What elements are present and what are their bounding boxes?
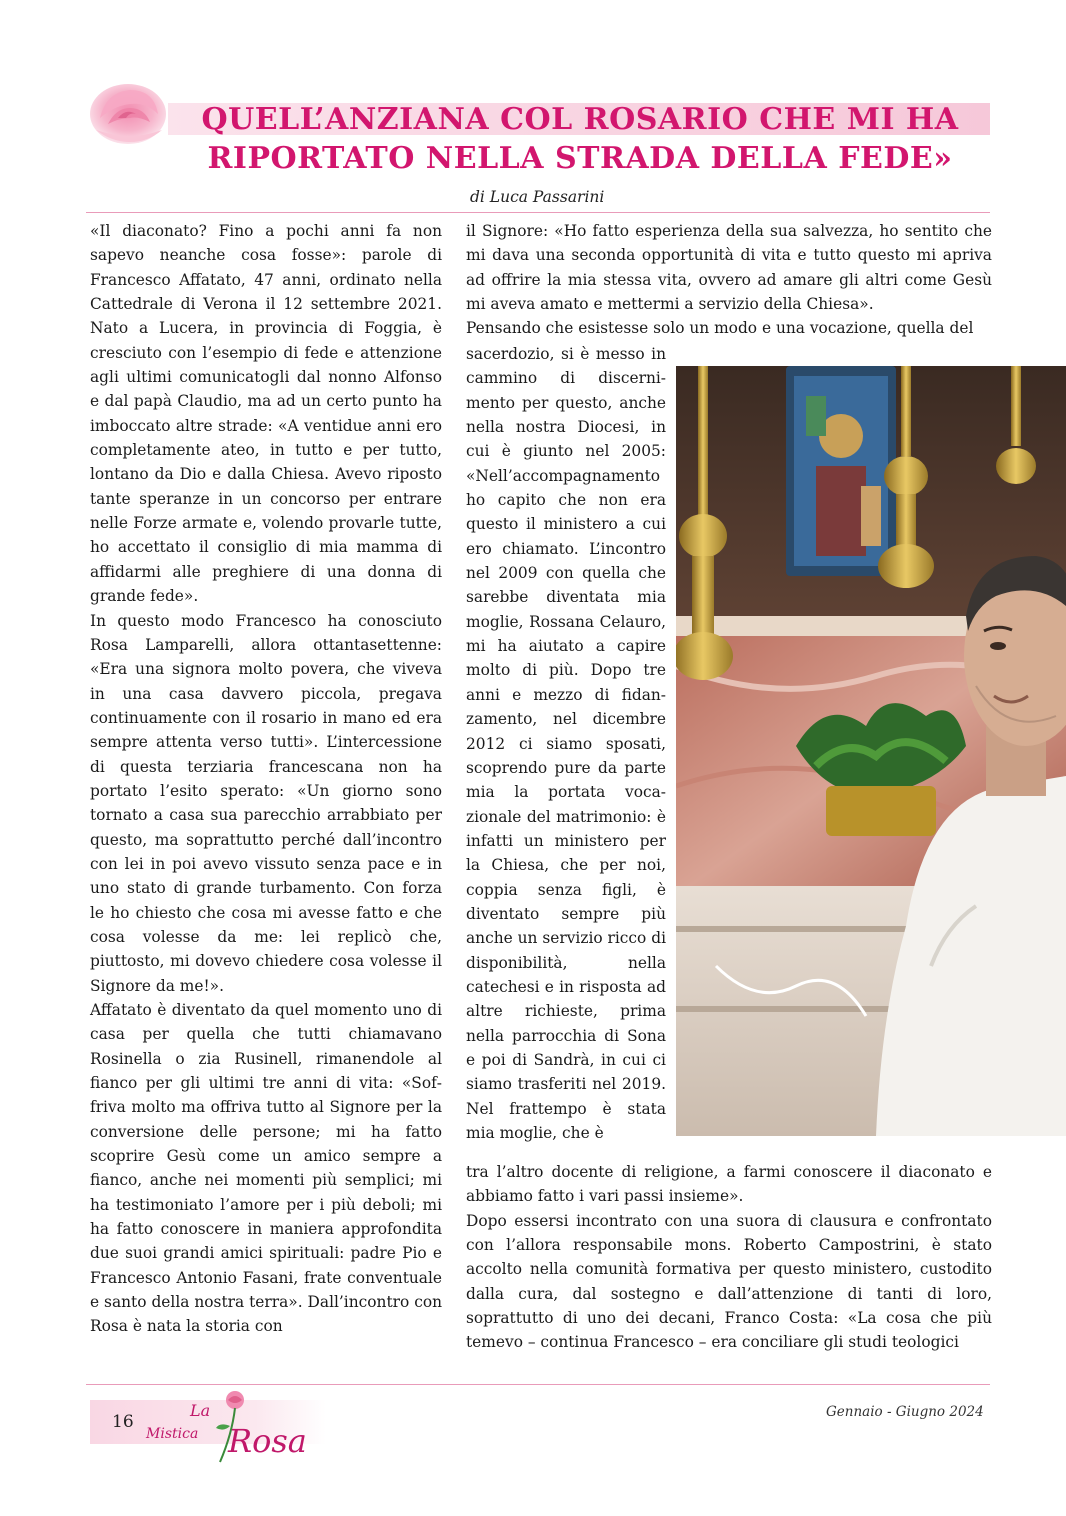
rose-icon: [86, 78, 170, 148]
photo-man-in-church: [676, 366, 1066, 1136]
bottom-divider: [86, 1384, 990, 1385]
page-number: 16: [112, 1412, 134, 1432]
left-column: [90, 219, 442, 1339]
issue-date: Gennaio - Giugno 2024: [826, 1404, 984, 1420]
right-column-top: [466, 219, 992, 341]
paragraph: In questo modo Francesco ha conosciuto Rosa Lamparelli, allora ottantasettenne: «Era una signora molto povera, che viveva in una casa davvero piccola, pregava continuamente con il rosario in mano ed era sempre attenta verso tutti». L’intercessione di questa terziaria francescana non ha portato l’esito sperato: «Un giorno sono tornato a casa sua parecchio arrabbiato per questo, ma soprattutto perché dall’incontro con lei in poi avevo vissuto senza pace e in uno stato di grande turbamento. Con forza le ho chiesto che cosa mi avesse fatto e che cosa volesse da me: lei replicò che, piuttosto, mi dovevo chiedere cosa volesse il Signore da me!».: [90, 611, 442, 995]
paragraph: Pensando che esistesse solo un modo e una vocazione, quella del: [466, 319, 974, 338]
top-divider: [86, 212, 990, 213]
title-line-2: RIPORTATO NELLA STRADA DELLA FEDE»: [207, 141, 953, 176]
paragraph: Dopo essersi incontrato con una suora di clausura e confrontato con l’allora responsabile mons. Roberto Campostrini, è stato accolto nella comunità formativa per questo ministero, custodito dalla cura, dal sostegno e dall’attenzione di tanti di loro, soprattutto di uno dei decani, Franco Costa: «La cosa che più temevo – continua Francesco – era conciliare gli studi teologici: [466, 1211, 992, 1352]
logo-rosa: Rosa: [228, 1422, 307, 1460]
article-title: [180, 100, 980, 178]
paragraph: Affatato è diventato da quel momento uno di casa per quella che tutti chiamavano Rosinella o zia Rusinell, rimanendole al fianco per gli ultimi tre anni di vita: «Soffriva molto ma offriva tutto al Signore per la conversione delle persone; mi ha fatto scoprire Gesù come un amico sempre a fianco, anche nei momenti più semplici; mi ha testimoniato l’amore per i più deboli; mi ha fatto conoscere in maniera approfondita due suoi grandi amici spirituali: padre Pio e Francesco Antonio Fasani, frate conventuale e santo della nostra terra». Dall’incontro con Rosa è nata la storia con: [90, 1001, 442, 1336]
byline: di Luca Passarini: [470, 188, 605, 206]
logo-mistica: Mistica: [146, 1426, 199, 1442]
paragraph: sacerdozio, si è messo in cammino di discernimento per questo, anche nella nostra Diocesi, in cui è giunto nel 2005: «Nell’accompagnamento ho capito che non era questo il ministero a cui ero chiamato. L’incontro nel 2009 con quella che sarebbe diventata mia moglie, Rossana Celauro, mi ha aiutato a capire molto di più. Dopo tre anni e mezzo di fidanzamento, nel dicembre 2012 ci siamo sposati, scoprendo pure da parte mia la portata vocazionale del matrimonio: è infatti un ministero per la Chiesa, che per noi, coppia senza figli, è diventato sempre più anche un servizio ricco di disponibilità, nella catechesi e in risposta ad altre richieste, prima nella parrocchia di Sona e poi di Sandrà, in cui ci siamo trasferiti nel 2019. Nel frattempo è stata mia moglie, che è: [466, 345, 666, 1142]
magazine-logo: [140, 1386, 330, 1466]
paragraph: tra l’altro docente di religione, a farmi conoscere il diaconato e abbiamo fatto i vari passi insieme».: [466, 1163, 992, 1206]
logo-la: La: [190, 1401, 211, 1420]
right-column-narrow: [466, 342, 666, 1145]
paragraph: «Il diaconato? Fino a pochi anni fa non sapevo neanche cosa fosse»: parole di Francesco Affatato, 47 anni, ordinato nella Cattedrale di Verona il 12 settembre 2021. Nato a Lucera, in provincia di Foggia, è cresciuto con l’esempio di fede e attenzione agli ultimi comunicatogli dal nonno Alfonso e dal papà Claudio, ma ad un certo punto ha imboccato altre strade: «A ventidue anni ero completamente ateo, in tutto e per tutto, lontano da Dio e dalla Chiesa. Avevo riposto tante speranze in un concorso per entrare nelle Forze armate e, volendo provarle tutte, ho accettato il consiglio di mia mamma di affidarmi alle preghiere di una donna di grande fede».: [90, 222, 442, 606]
title-line-1: QUELL’ANZIANA COL ROSARIO CHE MI HA: [201, 102, 959, 137]
right-column-bottom: [466, 1160, 992, 1355]
paragraph: il Signore: «Ho fatto esperienza della sua salvezza, ho sentito che mi dava una seconda opportunità di vita e tutto questo mi apriva ad offrire la mia stessa vita, ovvero ad amare gli altri come Gesù mi aveva amato e mettermi a servizio della Chiesa».: [466, 222, 992, 314]
